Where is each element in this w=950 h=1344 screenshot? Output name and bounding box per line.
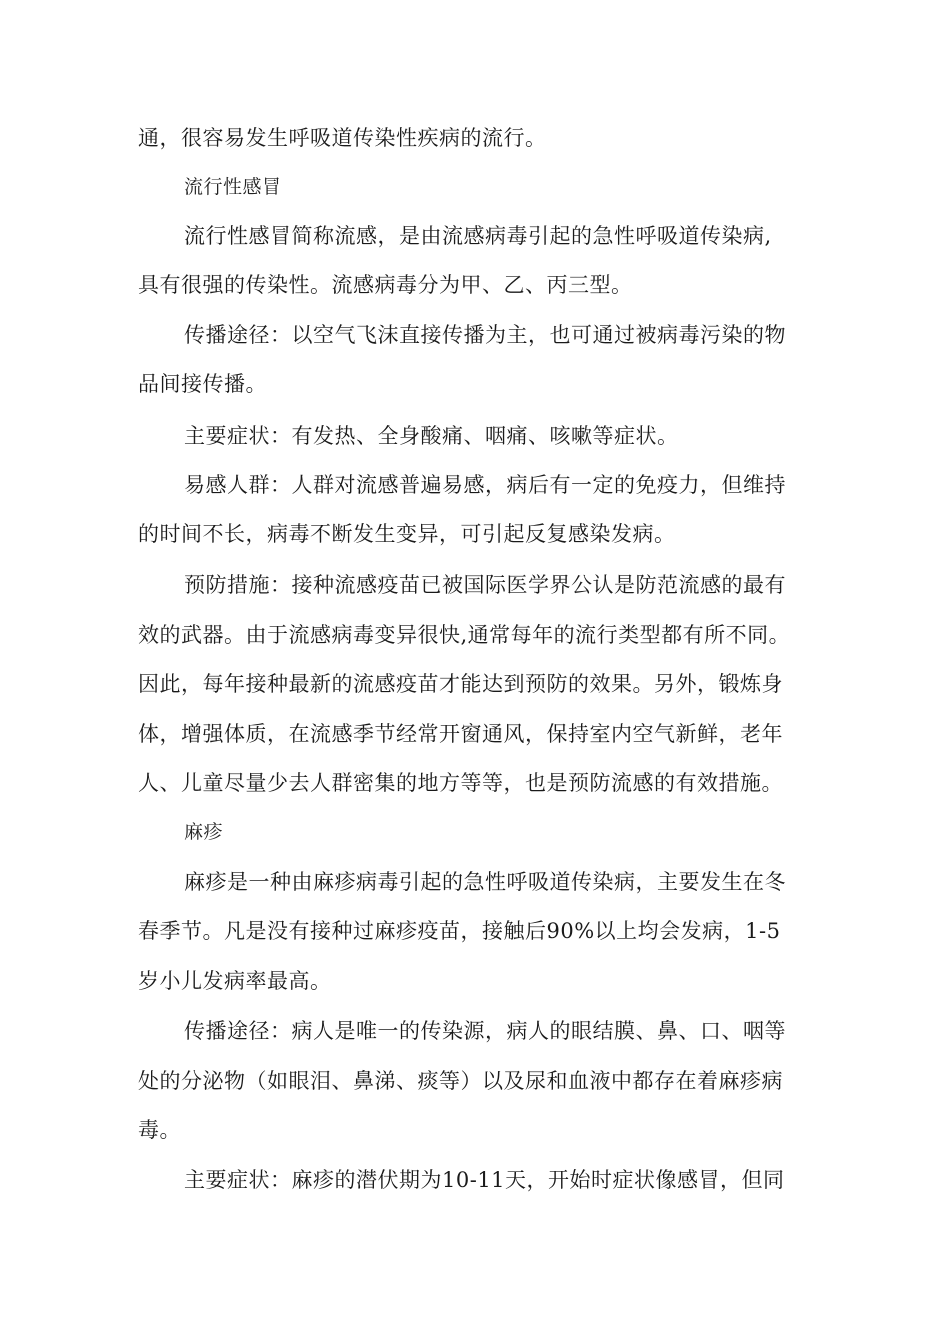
text-line: 主要症状：麻疹的潜伏期为10-11天，开始时症状像感冒，但同 (184, 1168, 785, 1192)
text-line: 岁小儿发病率最高。 (138, 969, 332, 993)
text-line: 预防措施：接种流感疫苗已被国际医学界公认是防范流感的最有 (184, 573, 786, 597)
text-line: 毒。 (138, 1118, 181, 1142)
text-line: 传播途径：以空气飞沫直接传播为主，也可通过被病毒污染的物 (184, 323, 786, 347)
text-line: 传播途径：病人是唯一的传染源，病人的眼结膜、鼻、口、咽等 (184, 1019, 786, 1043)
text-line: 的时间不长，病毒不断发生变异，可引起反复感染发病。 (138, 522, 676, 546)
text-line: 品间接传播。 (138, 372, 267, 396)
text-line: 人、儿童尽量少去人群密集的地方等等，也是预防流感的有效措施。 (138, 771, 783, 795)
text-line: 通，很容易发生呼吸道传染性疾病的流行。 (138, 126, 547, 150)
text-line: 因此，每年接种最新的流感疫苗才能达到预防的效果。另外，锻炼身 (138, 672, 783, 696)
text-line: 效的武器。由于流感病毒变异很快,通常每年的流行类型都有所不同。 (138, 623, 791, 647)
text-line: 主要症状：有发热、全身酸痛、咽痛、咳嗽等症状。 (184, 424, 679, 448)
section-heading-measles: 麻疹 (184, 821, 224, 843)
section-heading-influenza: 流行性感冒 (184, 176, 282, 198)
text-line: 麻疹是一种由麻疹病毒引起的急性呼吸道传染病，主要发生在冬 (184, 870, 786, 894)
text-line: 体，增强体质，在流感季节经常开窗通风，保持室内空气新鲜，老年 (138, 722, 783, 746)
text-line: 流行性感冒简称流感，是由流感病毒引起的急性呼吸道传染病, (184, 224, 772, 248)
text-line: 具有很强的传染性。流感病毒分为甲、乙、丙三型。 (138, 273, 633, 297)
text-line: 春季节。凡是没有接种过麻疹疫苗，接触后90%以上均会发病，1-5 (138, 919, 781, 943)
text-line: 易感人群：人群对流感普遍易感，病后有一定的免疫力，但维持 (184, 473, 786, 497)
text-line: 处的分泌物（如眼泪、鼻涕、痰等）以及尿和血液中都存在着麻疹病 (138, 1069, 783, 1093)
